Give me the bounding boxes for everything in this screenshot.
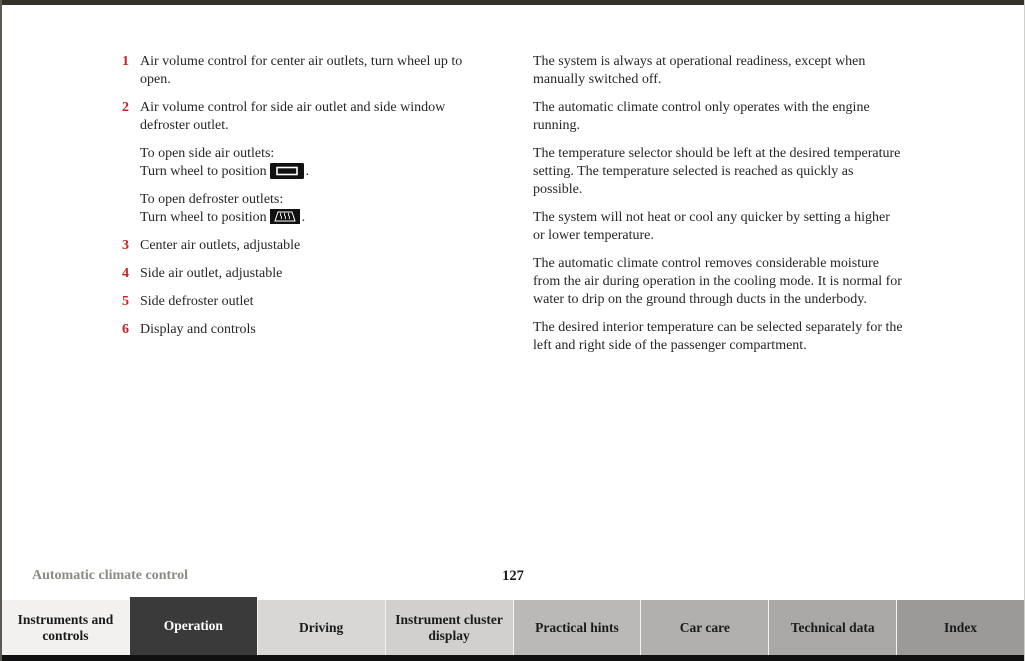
tab-bar-bottom-border	[2, 655, 1024, 661]
tab-instruments-and-controls[interactable]: Instruments and controls	[2, 600, 129, 655]
legend-column	[122, 53, 492, 365]
page-footer	[2, 568, 1024, 588]
info-paragraph: The system will not heat or cool any quicker by setting a higher or lower temperature.	[533, 210, 890, 243]
legend-number: 6	[122, 322, 129, 337]
tab-car-care[interactable]: Car care	[640, 600, 768, 655]
legend-number: 4	[122, 266, 129, 281]
legend-item-5	[122, 293, 492, 311]
section-tab-bar	[2, 597, 1024, 655]
legend-number: 5	[122, 294, 129, 309]
info-paragraph: The system is always at operational readiness, except when manually switched off.	[533, 54, 866, 87]
legend-item-3	[122, 237, 492, 255]
tab-instrument-cluster-display[interactable]: Instrument cluster display	[385, 600, 513, 655]
instruction-intro: To open side air outlets:	[140, 146, 275, 161]
window-top-border	[2, 0, 1024, 5]
info-paragraph: The automatic climate control only operates with the engine running.	[533, 100, 870, 133]
legend-number: 2	[122, 100, 129, 115]
tab-operation[interactable]: Operation	[129, 597, 257, 655]
info-paragraph: The temperature selector should be left at the desired temperature setting. The temperature selected is reached as quickly as possible.	[533, 146, 901, 197]
legend-item-2	[122, 99, 492, 135]
tab-driving[interactable]: Driving	[257, 600, 385, 655]
page-content	[122, 53, 905, 365]
legend-item-1	[122, 53, 492, 89]
instruction-action: Turn wheel to position .	[140, 210, 306, 225]
legend-text: Display and controls	[140, 322, 256, 337]
page-number: 127	[502, 568, 524, 584]
section-title: Automatic climate control	[32, 568, 189, 583]
instruction-intro: To open defroster outlets:	[140, 192, 284, 207]
defroster-icon	[270, 209, 300, 224]
tab-index[interactable]: Index	[896, 600, 1024, 655]
legend-text: Air volume control for center air outlets, turn wheel up to open.	[140, 54, 463, 87]
legend-text: Air volume control for side air outlet and side window defroster outlet.	[140, 100, 446, 133]
legend-item-4	[122, 265, 492, 283]
legend-number: 3	[122, 238, 129, 253]
instruction-side-air-outlets	[140, 145, 492, 181]
legend-text: Side defroster outlet	[140, 294, 254, 309]
instruction-action: Turn wheel to position .	[140, 164, 310, 179]
legend-text: Side air outlet, adjustable	[140, 266, 283, 281]
instruction-defroster-outlets	[140, 191, 492, 227]
air-vent-open-icon	[270, 163, 304, 179]
legend-item-6	[122, 321, 492, 339]
period: .	[301, 210, 306, 225]
info-column	[533, 53, 905, 365]
info-paragraph: The desired interior temperature can be selected separately for the left and right side of the passenger compartment.	[533, 320, 903, 353]
tab-technical-data[interactable]: Technical data	[768, 600, 896, 655]
info-paragraph: The automatic climate control removes considerable moisture from the air during operation in the cooling mode. It is normal for water to drip on the ground through ducts in the underbody.	[533, 256, 902, 307]
legend-text: Center air outlets, adjustable	[140, 238, 301, 253]
legend-number: 1	[122, 54, 129, 69]
period: .	[305, 164, 310, 179]
tab-practical-hints[interactable]: Practical hints	[513, 600, 641, 655]
